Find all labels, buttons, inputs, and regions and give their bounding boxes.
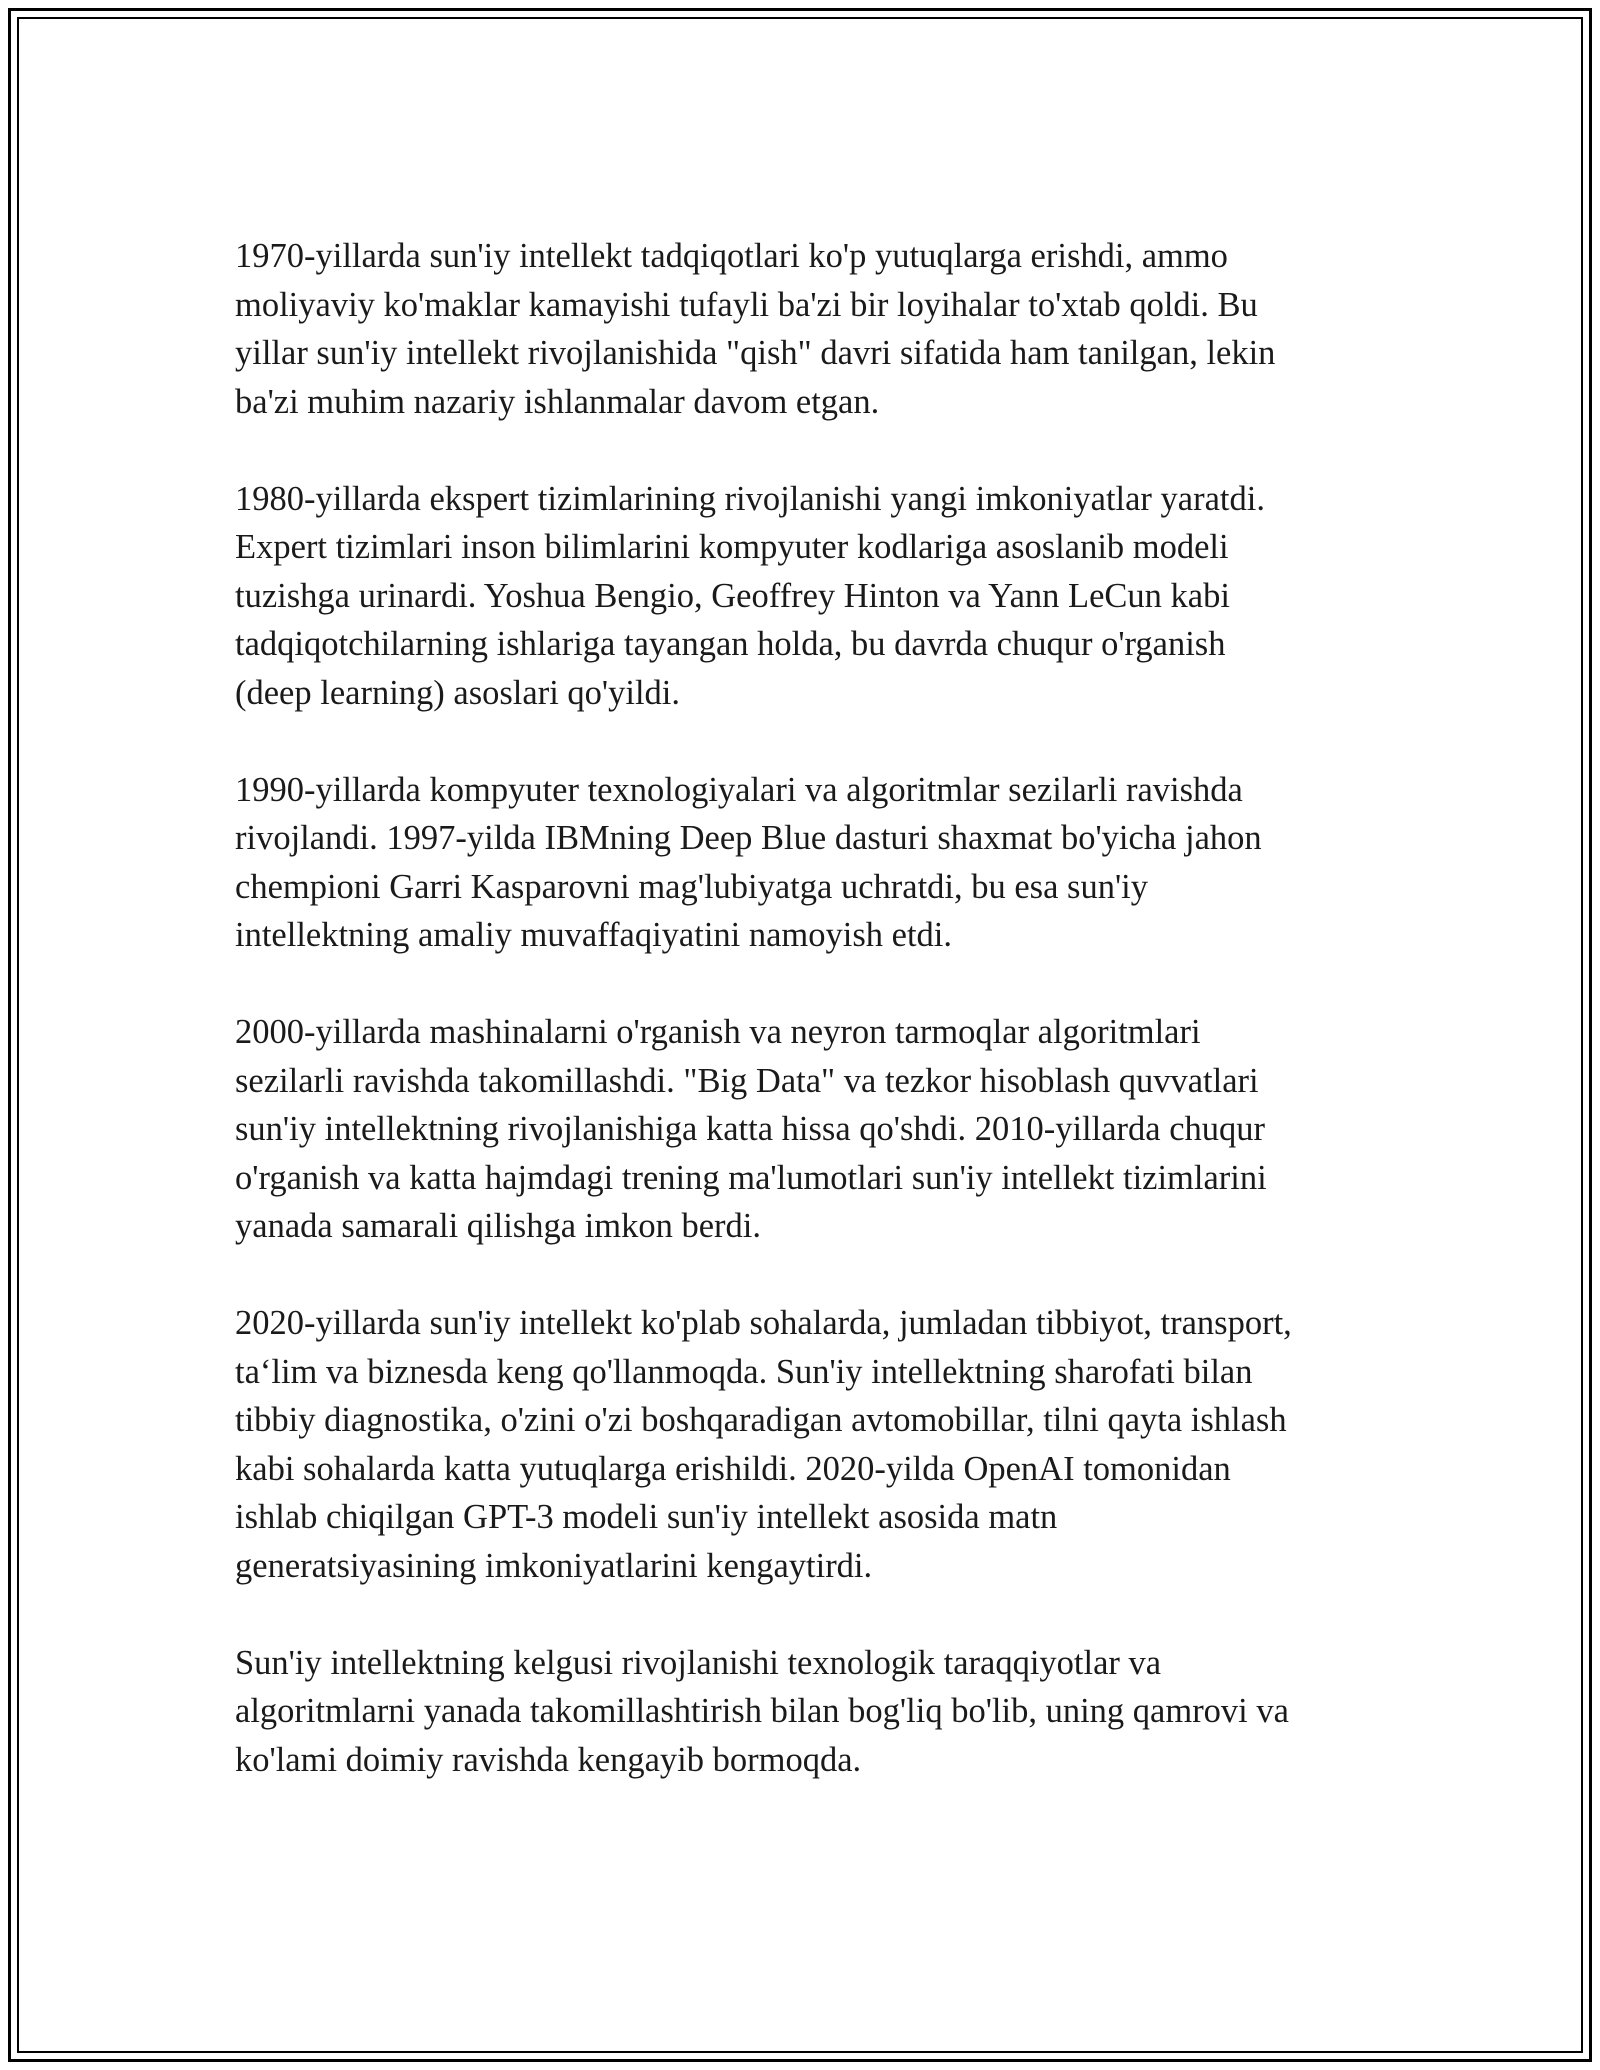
paragraph-1980s: 1980-yillarda ekspert tizimlarining rivojlanishi yangi imkoniyatlar yaratdi. Expert tizimlari inson bilimlarini kompyuter kodlariga asoslanib modeli tuzishga urinardi. Yoshua Bengio, Geoffrey Hinton va Yann LeCun kabi tadqiqotchilarning ishlariga tayangan holda, bu davrda chuqur o'rganish (deep learning) asoslari qo'yildi.: [235, 479, 1265, 712]
paragraph-2000s: 2000-yillarda mashinalarni o'rganish va neyron tarmoqlar algoritmlari sezilarli ravishda takomillashdi. "Big Data" va tezkor hisoblash quvvatlari sun'iy intellektning rivojlanishiga katta hissa qo'shdi. 2010-yillarda chuqur o'rganish va katta hajmdagi trening ma'lumotlari sun'iy intellekt tizimlarini yanada samarali qilishga imkon berdi.: [235, 1013, 1267, 1245]
paragraph-2020s: 2020-yillarda sun'iy intellekt ko'plab sohalarda, jumladan tibbiyot, transport, ta‘lim va biznesda keng qo'llanmoqda. Sun'iy intellektning sharofati bilan tibbiy diagnostika, o'zini o'zi boshqaradigan avtomobillar, tilni qayta ishlash kabi sohalarda katta yutuqlarga erishildi. 2020-yilda OpenAI tomonidan ishlab chiqilgan GPT-3 modeli sun'iy intellekt asosida matn generatsiyasining imkoniyatlarini kengaytirdi.: [235, 1304, 1292, 1585]
paragraph-future: Sun'iy intellektning kelgusi rivojlanishi texnologik taraqqiyotlar va algoritmlarni yanada takomillashtirish bilan bog'liq bo'lib, uning qamrovi va ko'lami doimiy ravishda kengayib bormoqda.: [235, 1643, 1289, 1779]
paragraph-1990s: 1990-yillarda kompyuter texnologiyalari va algoritmlar sezilarli ravishda rivojlandi. 1997-yilda IBMning Deep Blue dasturi shaxmat bo'yicha jahon chempioni Garri Kasparovni mag'lubiyatga uchratdi, bu esa sun'iy intellektning amaliy muvaffaqiyatini namoyish etdi.: [235, 770, 1262, 954]
document-body: [235, 232, 1385, 1784]
paragraph-1970s: 1970-yillarda sun'iy intellekt tadqiqotlari ko'p yutuqlarga erishdi, ammo moliyaviy ko'maklar kamayishi tufayli ba'zi bir loyihalar to'xtab qoldi. Bu yillar sun'iy intellekt rivojlanishida "qish" davri sifatida ham tanilgan, lekin ba'zi muhim nazariy ishlanmalar davom etgan.: [235, 237, 1276, 421]
